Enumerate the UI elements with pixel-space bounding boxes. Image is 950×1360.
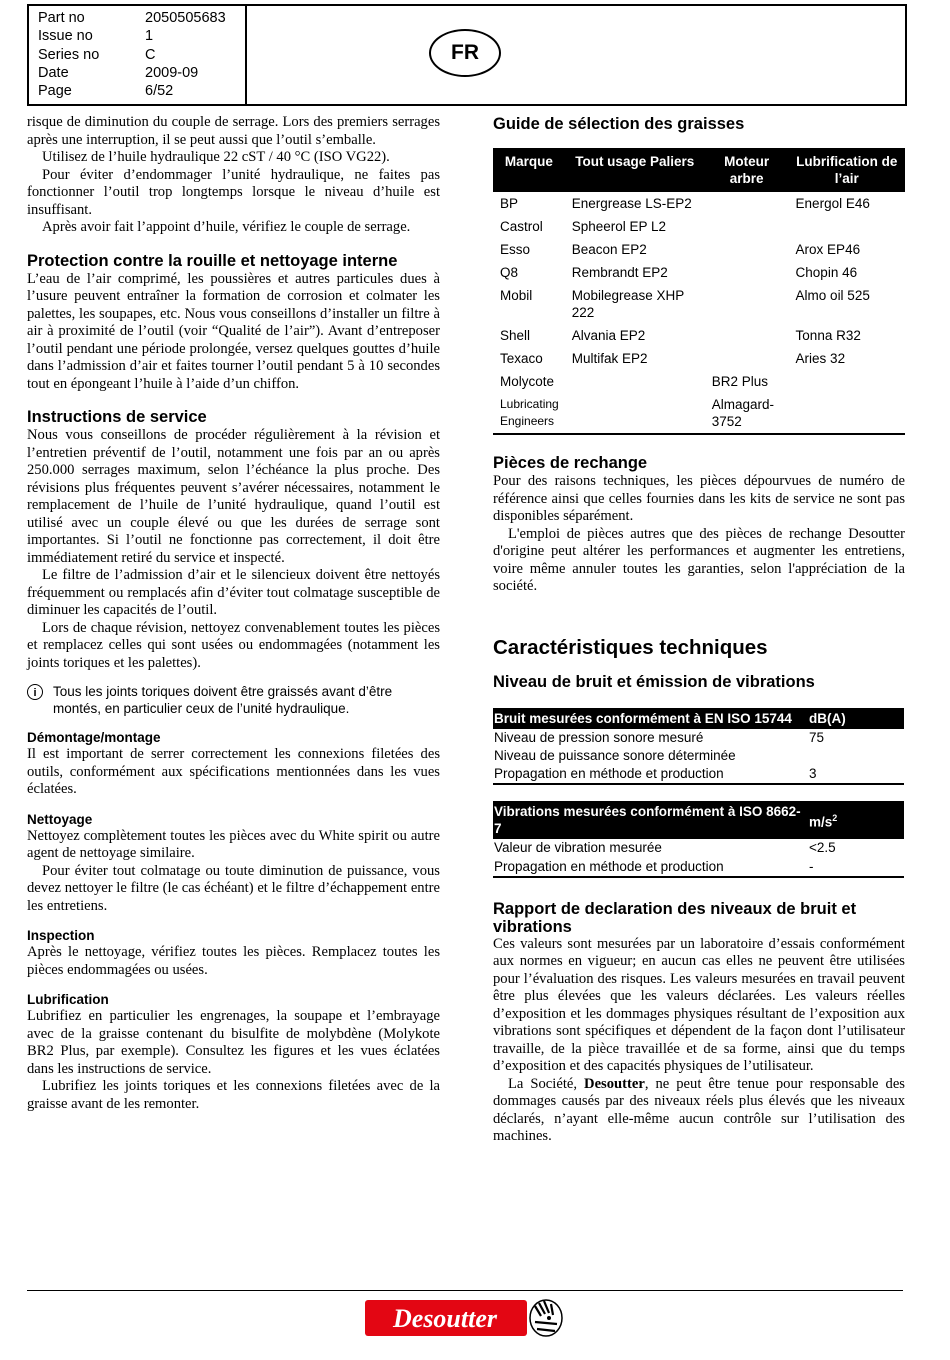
grease-cell: BR2 Plus <box>711 374 769 389</box>
nettoyage-paragraph: Nettoyez complètement toutes les pièces avec du White spirit ou autre agent de nettoyage similaire. <box>27 827 440 861</box>
demontage-heading: Démontage/montage <box>27 730 161 745</box>
report-paragraph-2 <box>493 1076 905 1146</box>
grease-row <box>493 215 905 238</box>
grease-cell: Castrol <box>500 219 543 234</box>
left-column <box>27 114 440 1113</box>
grease-cell: Energol E46 <box>795 196 870 211</box>
grease-cell: Almagard-3752 <box>705 393 789 434</box>
grease-cell: Esso <box>500 242 531 257</box>
spec-row <box>493 839 904 857</box>
inspection-paragraph: Après le nettoyage, vérifiez toutes les pièces. Remplacez toutes les pièces endommagées ou usées. <box>27 944 440 978</box>
meta-table <box>38 9 226 100</box>
report-heading: Rapport de declaration des niveaux de bruit et vibrations <box>493 899 857 936</box>
grease-cell <box>789 393 905 434</box>
lubrification-heading: Lubrification <box>27 992 109 1007</box>
grease-row <box>493 324 905 347</box>
spec-value: 3 <box>808 765 904 784</box>
service-paragraph: Le filtre de l’admission d’air et le silencieux doivent être nettoyés fréquemment ou remplacés afin d’éviter tout colmatage susceptible de diminuer les capacités de l’outil. <box>27 567 440 618</box>
grease-cell <box>789 370 905 393</box>
grease-cell: Shell <box>500 328 531 343</box>
grease-col-header: Moteur arbre <box>705 148 789 192</box>
spec-row <box>493 729 904 747</box>
grease-cell <box>705 347 789 370</box>
meta-value: 2009-09 <box>145 65 199 82</box>
lubrification-paragraph: Lubrifiez les joints toriques et les connexions filetées avec de la graisse avant de les remonter. <box>27 1078 440 1112</box>
grease-table <box>493 148 905 435</box>
noise-table-unit: dB(A) <box>808 708 904 729</box>
spec-label: Niveau de pression sonore mesuré <box>494 729 704 745</box>
meta-row <box>38 27 226 45</box>
rust-paragraph: L’eau de l’air comprimé, les poussières et autres particules dues à l’usure peuvent entraîner la formation de corrosion et colmater les palettes, les soupapes, etc. Nous vous conseillons d’installer un filtre à air à proximité de l’outil (voir “Qualité de l’air”). Avant d’entreposer l’outil pendant une période prolongée, versez quelques gouttes d’huile dans l’admission d’air et faites tourner l’outil pendant 5 à 10 secondes tout en épongeant l’huile à l’aide d’un chiffon. <box>27 270 440 392</box>
meta-label: Date <box>38 65 69 82</box>
meta-label: Issue no <box>38 28 93 45</box>
grease-cell: Mobil <box>500 288 533 303</box>
grease-cell <box>565 393 705 434</box>
grease-cell: Multifak EP2 <box>571 351 648 366</box>
grease-row <box>493 192 905 215</box>
language-badge: FR <box>429 29 501 77</box>
grease-cell: Lubricating Engineers <box>493 393 565 434</box>
meta-row <box>38 46 226 64</box>
info-icon: i <box>27 684 43 700</box>
info-note-text: Tous les joints toriques doivent être graissés avant d’être montés, en particulier ceux de l’unité hydraulique. <box>53 684 393 716</box>
meta-value: 1 <box>145 28 154 45</box>
grease-cell <box>789 215 905 238</box>
grease-cell <box>705 261 789 284</box>
info-note <box>27 683 440 717</box>
grease-col-header: Lubrification de l’air <box>789 148 905 192</box>
noise-heading: Niveau de bruit et émission de vibrations <box>493 672 815 691</box>
grease-cell <box>705 215 789 238</box>
grease-cell: Arox EP46 <box>795 242 861 257</box>
grease-row <box>493 284 905 324</box>
report-text: , ne peut être tenue pour responsable des dommages causés par des niveaux réels plus élevés que les niveaux déclarés, n’ayant elle-même aucun contrôle sur l’utilisation des machines. <box>493 1075 905 1145</box>
grease-cell: BP <box>500 196 519 211</box>
vibration-unit: m/s <box>809 814 833 830</box>
document-meta <box>29 6 247 104</box>
spec-value: <2.5 <box>809 840 836 856</box>
grease-cell: Aries 32 <box>795 351 846 366</box>
spares-paragraph: L'emploi de pièces autres que des pièces de rechange Desoutter d'origine peut altérer les performances et augmenter les entretiens, voire même annuler toutes les garanties, selon l'appréciation de la société. <box>493 525 905 594</box>
nettoyage-heading: Nettoyage <box>27 811 93 827</box>
meta-row <box>38 9 226 27</box>
vibration-table <box>493 801 904 878</box>
noise-table <box>493 708 904 786</box>
grease-row <box>493 238 905 261</box>
grease-heading: Guide de sélection des graisses <box>493 115 745 133</box>
meta-label: Page <box>38 83 72 100</box>
grease-cell: Energrease LS-EP2 <box>571 196 692 211</box>
spares-heading: Pièces de rechange <box>493 454 648 472</box>
intro-paragraph: risque de diminution du couple de serrage. Lors des premiers serrages après une interruption, il se peut aussi que l’outil s’emballe. <box>27 114 440 148</box>
brand-name: Desoutter <box>584 1075 645 1092</box>
demontage-paragraph: Il est important de serrer correctement les connexions filetées des outils, conformément aux spécifications mentionnées dans les vues éclatées. <box>27 746 440 797</box>
lubrification-paragraph: Lubrifiez en particulier les engrenages, la soupape et l’embrayage avec de la graisse contenant du bisulfite de molybdène (Molykote BR2 Plus, par exemple). Consultez les figures et les vues éclatées dans les instructions de service. <box>27 1008 440 1077</box>
meta-label: Part no <box>38 10 85 27</box>
logo-text: Desoutter <box>393 1304 497 1333</box>
grease-cell: Chopin 46 <box>795 265 858 280</box>
grease-cell: Almo oil 525 <box>795 288 870 303</box>
grease-col-header: Marque <box>493 148 565 192</box>
inspection-heading: Inspection <box>27 928 95 943</box>
intro-paragraph: Après avoir fait l’appoint d’huile, vérifiez le couple de serrage. <box>42 219 411 235</box>
intro-paragraph: Utilisez de l’huile hydraulique 22 cST / 40 °C (ISO VG22). <box>42 149 390 165</box>
document-header <box>27 4 907 106</box>
grease-cell: Q8 <box>500 265 519 280</box>
grease-cell: Mobilegrease XHP 222 <box>571 288 685 320</box>
grease-row <box>493 393 905 434</box>
spec-row <box>493 765 904 784</box>
grease-table-header <box>493 148 905 192</box>
spec-row <box>493 858 904 877</box>
report-text: La Société, <box>508 1075 578 1092</box>
spec-label: Niveau de puissance sonore déterminée <box>494 747 736 763</box>
grease-cell: Alvania EP2 <box>571 328 646 343</box>
grease-col-header: Tout usage Paliers <box>565 148 705 192</box>
nettoyage-paragraph: Pour éviter tout colmatage ou toute diminution de puissance, vous devez nettoyer le filtre (le cas échéant) et le filtre d’échappement entre les entretiens. <box>27 862 440 914</box>
grease-row <box>493 370 905 393</box>
noise-table-header: Bruit mesurées conformément à EN ISO 15744 <box>493 708 808 729</box>
vibration-table-unit <box>808 801 904 839</box>
spec-value: - <box>808 858 904 877</box>
meta-row <box>38 64 226 82</box>
grease-cell <box>705 324 789 347</box>
intro-paragraph: Pour éviter d’endommager l’unité hydraulique, ne faites pas fonctionner l’outil trop longtemps lorsque le niveau d’huile est insuffisant. <box>27 166 440 218</box>
vibration-unit-exponent: 2 <box>832 813 838 824</box>
rust-heading: Protection contre la rouille et nettoyage interne <box>27 251 398 270</box>
report-paragraph: Ces valeurs sont mesurées par un laboratoire d’essais conformément aux normes en vigueur; en aucun cas elles ne peuvent être utilisées pour l’évaluation des risques. Les valeurs mesurées en travail peuvent être plus élevées que les valeurs déclarées. Les valeurs réelles d’exposition et les dommages physiques résultant de l’exposition aux vibrations sont spécifiques et dépendent de la façon dont l’utilisateur travaille, de la pièce travaillée et de sa forme, ainsi que du temps d’exposition et des capacités physiques de l’utilisateur. <box>493 935 905 1075</box>
spec-row <box>493 747 904 765</box>
grease-cell <box>705 192 789 215</box>
spec-value <box>808 747 904 765</box>
vibration-table-header: Vibrations mesurées conformément à ISO 8662-7 <box>493 801 808 839</box>
grease-cell: Rembrandt EP2 <box>571 265 668 280</box>
grease-cell <box>705 284 789 324</box>
right-column <box>493 114 905 1146</box>
meta-value: 6/52 <box>145 83 174 100</box>
meta-row <box>38 82 226 100</box>
grease-cell: Tonna R32 <box>795 328 861 343</box>
grease-cell <box>565 370 705 393</box>
grease-row <box>493 347 905 370</box>
spares-paragraph: Pour des raisons techniques, les pièces dépourvues de numéro de référence ainsi que celles fournies dans les kits de service ne sont pas disponibles séparément. <box>493 473 905 524</box>
spec-label: Propagation en méthode et production <box>493 858 808 877</box>
tech-heading: Caractéristiques techniques <box>493 635 768 659</box>
grease-cell: Beacon EP2 <box>571 242 647 257</box>
spec-label: Propagation en méthode et production <box>493 765 808 784</box>
spec-label: Valeur de vibration mesurée <box>494 840 662 856</box>
spec-value: 75 <box>809 729 825 745</box>
meta-value: C <box>145 46 156 63</box>
grease-cell: Texaco <box>500 351 543 366</box>
meta-value: 2050505683 <box>145 10 226 27</box>
grease-row <box>493 261 905 284</box>
service-paragraph: Nous vous conseillons de procéder régulièrement à la révision et l’entretien préventif de l’outil, notamment une fois par an ou après 250.000 serrages maximum, selon l’échéance la plus proche. Des révisions plus fréquentes peuvent s’avérer nécessaires, notamment le remplacement de l’huile de l’unité hydraulique, quand l’outil est utilisé avec un couple élevé ou que les durées de serrage sont importantes. Si l’outil ne fonctionne pas correctement, il doit être immédiatement retiré du service et inspecté. <box>27 427 440 566</box>
footer-divider <box>27 1290 903 1291</box>
grease-cell: Spheerol EP L2 <box>571 219 667 234</box>
zebra-head-icon <box>530 1300 562 1336</box>
grease-cell <box>705 238 789 261</box>
desoutter-logo <box>365 1298 565 1338</box>
service-heading: Instructions de service <box>27 408 207 426</box>
meta-label: Series no <box>38 46 100 63</box>
grease-cell: Molycote <box>500 374 555 389</box>
service-paragraph: Lors de chaque révision, nettoyez convenablement toutes les pièces et remplacez celles qui sont usées ou endommagées (notamment les joints toriques et les palettes). <box>27 619 440 671</box>
